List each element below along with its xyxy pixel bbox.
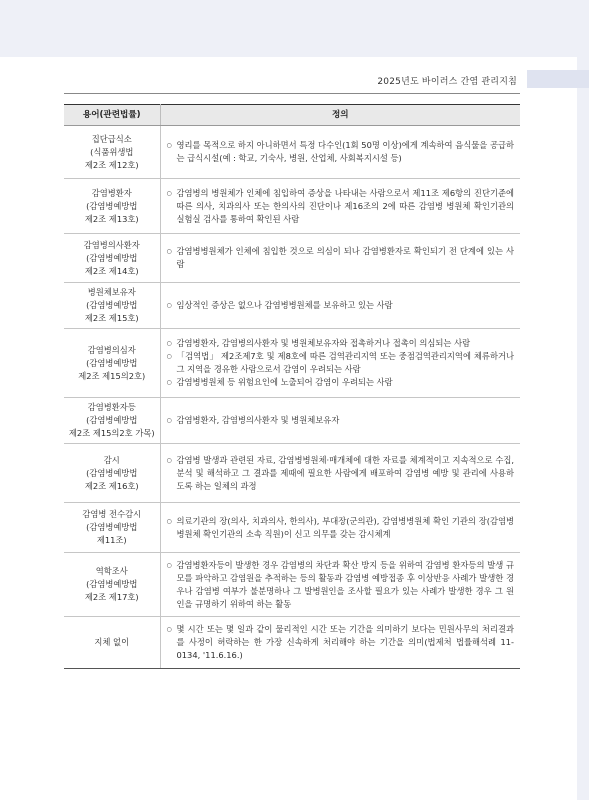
definition-cell <box>160 444 520 503</box>
table-row <box>64 329 520 398</box>
header-rule <box>64 93 520 94</box>
term-text-line: 제2조 제15호) <box>84 313 139 323</box>
definition-item: ○ 감염병병원체가 인체에 침입한 것으로 의심이 되나 감염병환자로 확인되기 전 단계에 있는 사람 <box>167 245 515 271</box>
term-text-line: 지체 없이 <box>94 637 130 647</box>
term-text-line: 감시 <box>103 454 120 465</box>
term-text-line: 제2조 제14호) <box>84 265 139 276</box>
definition-item: ○ 감염병 발생과 관련된 자료, 감염병병원체·매개체에 대한 자료를 체계적이고 지속적으로 수집, 분석 및 해석하고 그 결과를 제때에 필요한 사람에게 배포하여 감염병 예방 및 관리에 사용하도록 하는 일체의 과정 <box>167 454 515 493</box>
term-text-line: 제2조 제16호) <box>84 480 139 491</box>
chapter-tab-marker <box>527 70 589 88</box>
definition-item: ○ 감염병환자, 감염병의사환자 및 병원체보유자와 접촉하거나 접촉이 의심되는 사람 <box>167 337 515 350</box>
definitions-table-body <box>64 126 520 669</box>
definition-list <box>167 454 515 493</box>
table-row <box>64 617 520 669</box>
definition-list <box>167 414 515 427</box>
definition-list <box>167 245 515 271</box>
column-header-term: 용어(관련법률) <box>64 105 160 126</box>
term-cell <box>64 398 160 444</box>
definition-item: ○ 감염병의 병원체가 인체에 침입하여 증상을 나타내는 사람으로서 제11조 제6항의 진단기준에 따른 의사, 치과의사 또는 한의사의 진단이나 제16조의 2에 따른 감염병 병원체 확인기관의 실험실 검사를 통하여 확인된 사람 <box>167 187 515 226</box>
term-cell <box>64 553 160 617</box>
term-text-line: 제2조 제13호) <box>84 213 139 224</box>
definition-cell <box>160 617 520 669</box>
table-row <box>64 444 520 503</box>
definition-list <box>167 623 515 662</box>
definition-cell <box>160 503 520 553</box>
term-text-line: 감염병의심자 <box>87 344 136 355</box>
term-text-line: (감염병예방법 <box>86 579 138 589</box>
term-cell <box>64 126 160 179</box>
term-text-line: 제2조 제12호) <box>84 159 139 170</box>
term-text-line: 역학조사 <box>95 566 128 576</box>
term-text-line: 제2조 제15의2호 가목) <box>68 428 155 438</box>
definition-item: ○ 감염병환자, 감염병의사환자 및 병원체보유자 <box>167 414 515 427</box>
definition-item: ○ 영리를 목적으로 하지 아니하면서 특정 다수인(1회 50명 이상)에게 계속하여 음식물을 공급하는 급식시설(예 : 학교, 기숙사, 병원, 산업체, 사회복지시설 등) <box>167 139 515 165</box>
term-text-line: 제2조 제17호) <box>84 592 139 602</box>
definition-item: ○ 감염병환자등이 발생한 경우 감염병의 차단과 확산 방지 등을 위하여 감염병 환자등의 발생 규모를 파악하고 감염원을 추적하는 등의 활동과 감염병 예방접종 후 이상반응 사례가 발생한 경우나 감염병 여부가 불분명하나 그 발병원인을 조사할 필요가 있는 사례가 발생한 경우 그 원인을 규명하기 위하여 하는 활동 <box>167 559 515 611</box>
term-cell <box>64 329 160 398</box>
term-text-line: 감염병환자 <box>91 187 132 198</box>
definition-cell <box>160 398 520 444</box>
term-cell <box>64 234 160 283</box>
term-cell <box>64 617 160 669</box>
definition-cell <box>160 553 520 617</box>
top-margin-band <box>0 0 589 57</box>
term-text-line: 감염병 전수감시 <box>82 509 142 519</box>
term-text-line: (감염병예방법 <box>86 252 138 263</box>
term-text-line: 제11조) <box>96 535 127 545</box>
table-row <box>64 283 520 329</box>
definition-cell <box>160 329 520 398</box>
definition-list <box>167 337 515 389</box>
definition-cell <box>160 179 520 234</box>
column-header-definition: 정의 <box>160 105 520 126</box>
term-cell <box>64 179 160 234</box>
term-text-line: (감염병예방법 <box>86 522 138 532</box>
definition-item: ○ 감염병병원체 등 위험요인에 노출되어 감염이 우려되는 사람 <box>167 376 515 389</box>
term-text-line: 감염병의사환자 <box>83 239 140 250</box>
definition-item: ○ 의료기관의 장(의사, 치과의사, 한의사), 부대장(군의관), 감염병병원체 확인 기관의 장(감염병병원체 확인기관의 소속 직원)이 신고 의무를 갖는 감시체계 <box>167 515 515 541</box>
term-text-line: (감염병예방법 <box>86 467 138 478</box>
right-margin-strip <box>577 57 589 800</box>
term-text-line: (감염병예방법 <box>86 415 138 425</box>
term-text-line: 제2조 제15의2호) <box>78 370 146 381</box>
term-cell <box>64 283 160 329</box>
term-cell <box>64 444 160 503</box>
definitions-table <box>64 104 520 669</box>
term-text-line: 집단급식소 <box>91 133 132 144</box>
table-row <box>64 503 520 553</box>
definition-cell <box>160 283 520 329</box>
term-text-line: (식품위생법 <box>90 146 134 157</box>
definition-list <box>167 299 515 312</box>
table-row <box>64 398 520 444</box>
table-row <box>64 126 520 179</box>
term-text-line: 감염병환자등 <box>87 402 136 412</box>
term-text-line: (감염병예방법 <box>86 200 138 211</box>
term-cell <box>64 503 160 553</box>
definition-list <box>167 139 515 165</box>
definition-item: ○ 몇 시간 또는 몇 일과 같이 물리적인 시간 또는 기간을 의미하기 보다는 민원사무의 처리결과를 사정이 허락하는 한 가장 신속하게 처리해야 하는 기간을 의미(법제처 법률해석례 11-0134, '11.6.16.) <box>167 623 515 662</box>
table-row <box>64 179 520 234</box>
term-text-line: (감염병예방법 <box>86 300 138 310</box>
term-text-line: (감염병예방법 <box>86 357 138 368</box>
definition-item: ○ 임상적인 증상은 없으나 감염병병원체를 보유하고 있는 사람 <box>167 299 515 312</box>
definition-cell <box>160 234 520 283</box>
definition-cell <box>160 126 520 179</box>
table-row <box>64 553 520 617</box>
definition-list <box>167 559 515 611</box>
term-text-line: 병원체보유자 <box>87 287 136 297</box>
definition-item: ○ 「검역법」 제2조제7호 및 제8호에 따른 검역관리지역 또는 중점검역관리지역에 체류하거나 그 지역을 경유한 사람으로서 감염이 우려되는 사람 <box>167 350 515 376</box>
definition-list <box>167 187 515 226</box>
table-row <box>64 234 520 283</box>
running-header-title: 2025년도 바이러스 간염 관리지침 <box>377 77 517 87</box>
definition-list <box>167 515 515 541</box>
table-header-row <box>64 105 520 126</box>
